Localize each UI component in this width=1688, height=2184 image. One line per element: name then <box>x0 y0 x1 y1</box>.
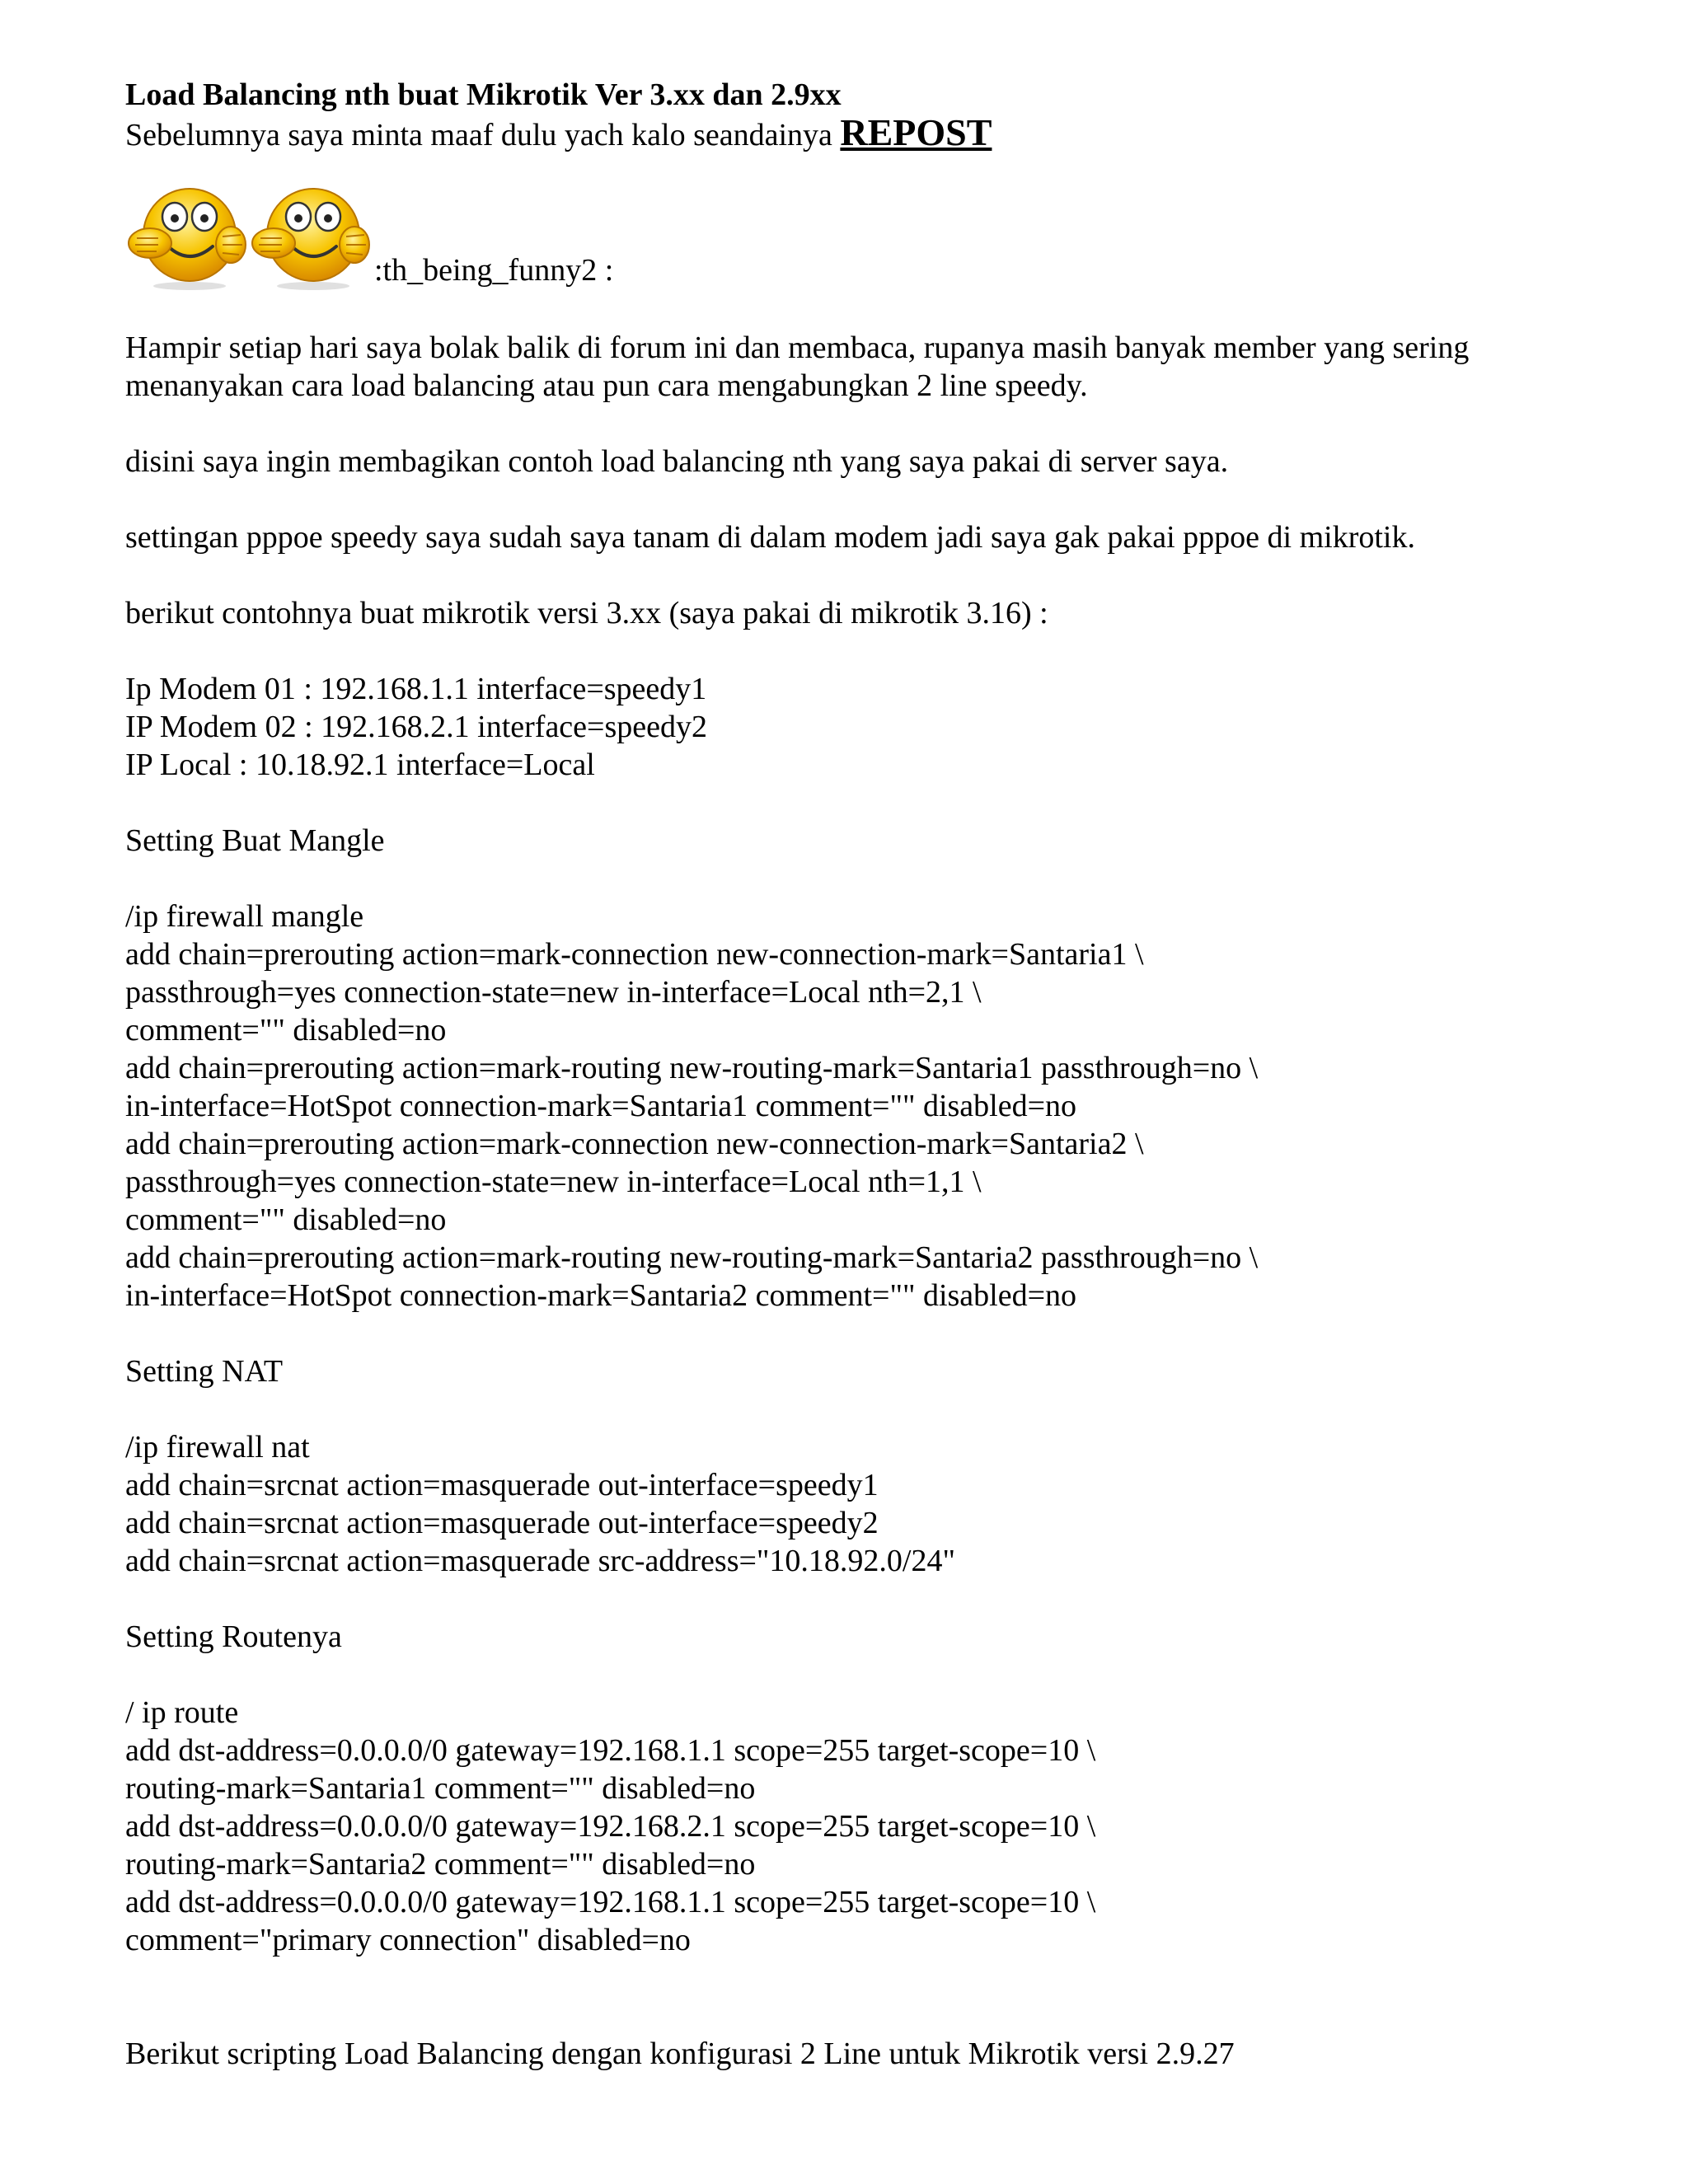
mangle-code-line: passthrough=yes connection-state=new in-interface=Local nth=1,1 \ <box>125 1165 982 1199</box>
paragraph-2: disini saya ingin membagikan contoh load balancing nth yang saya pakai di server saya. <box>125 444 1229 479</box>
route-code-line: add dst-address=0.0.0.0/0 gateway=192.168.2.1 scope=255 target-scope=10 \ <box>125 1809 1096 1844</box>
spacer <box>125 1390 1592 1428</box>
spacer <box>125 1959 1592 1997</box>
mangle-code-line: /ip firewall mangle <box>125 899 364 934</box>
spacer <box>125 632 1592 670</box>
ip-config-line: Ip Modem 01 : 192.168.1.1 interface=speedy1 <box>125 672 707 706</box>
spacer <box>125 1656 1592 1694</box>
paragraph-1: Hampir setiap hari saya bolak balik di forum ini dan membaca, rupanya masih banyak member yang sering menanyakan cara load balancing atau pun cara mengabungkan 2 line speedy. <box>125 330 1470 403</box>
closing-paragraph: Berikut scripting Load Balancing dengan konfigurasi 2 Line untuk Mikrotik versi 2.9.27 <box>125 2036 1235 2071</box>
nat-code-line: add chain=srcnat action=masquerade src-address="10.18.92.0/24" <box>125 1544 955 1578</box>
spacer <box>125 291 1592 329</box>
emoticon-label: :th_being_funny2 : <box>374 253 614 288</box>
spacer <box>125 784 1592 822</box>
spacer <box>125 405 1592 443</box>
laughing-face-icon <box>249 184 371 291</box>
mangle-code-line: comment="" disabled=no <box>125 1202 447 1237</box>
mangle-code-line: add chain=prerouting action=mark-connection new-connection-mark=Santaria2 \ <box>125 1127 1144 1161</box>
nat-code-line: /ip firewall nat <box>125 1430 310 1465</box>
nat-code-block <box>125 1428 1592 1580</box>
mangle-heading: Setting Buat Mangle <box>125 823 385 858</box>
mangle-code-line: comment="" disabled=no <box>125 1013 447 1047</box>
intro-line <box>125 111 1592 154</box>
nat-heading: Setting NAT <box>125 1354 284 1389</box>
route-code-line: add dst-address=0.0.0.0/0 gateway=192.168.1.1 scope=255 target-scope=10 \ <box>125 1885 1096 1919</box>
mangle-code-line: passthrough=yes connection-state=new in-interface=Local nth=2,1 \ <box>125 975 982 1010</box>
spacer <box>125 1997 1592 2035</box>
intro-text: Sebelumnya saya minta maaf dulu yach kalo seandainya <box>125 118 841 152</box>
route-code-line: / ip route <box>125 1695 239 1730</box>
nat-code-line: add chain=srcnat action=masquerade out-interface=speedy2 <box>125 1506 879 1540</box>
document-page <box>125 76 1592 2073</box>
route-code-block <box>125 1694 1592 1959</box>
ip-config-line: IP Modem 02 : 192.168.2.1 interface=speedy2 <box>125 710 707 744</box>
mangle-code-line: add chain=prerouting action=mark-routing new-routing-mark=Santaria2 passthrough=no \ <box>125 1240 1259 1275</box>
ip-config-line: IP Local : 10.18.92.1 interface=Local <box>125 748 595 782</box>
mangle-code-line: add chain=prerouting action=mark-routing new-routing-mark=Santaria1 passthrough=no \ <box>125 1051 1259 1085</box>
paragraph-4: berikut contohnya buat mikrotik versi 3.xx (saya pakai di mikrotik 3.16) : <box>125 596 1048 630</box>
nat-code-line: add chain=srcnat action=masquerade out-interface=speedy1 <box>125 1468 879 1502</box>
mangle-code-block <box>125 898 1592 1315</box>
mangle-code-line: in-interface=HotSpot connection-mark=Santaria2 comment="" disabled=no <box>125 1278 1077 1313</box>
paragraph-3: settingan pppoe speedy saya sudah saya tanam di dalam modem jadi saya gak pakai pppoe di mikrotik. <box>125 520 1415 555</box>
mangle-code-line: add chain=prerouting action=mark-connection new-connection-mark=Santaria1 \ <box>125 937 1144 972</box>
route-heading: Setting Routenya <box>125 1619 342 1654</box>
route-code-line: routing-mark=Santaria1 comment="" disabled=no <box>125 1771 756 1806</box>
ip-config-block <box>125 670 1592 784</box>
spacer <box>125 1580 1592 1618</box>
document-title: Load Balancing nth buat Mikrotik Ver 3.xx dan 2.9xx <box>125 77 842 112</box>
spacer <box>125 860 1592 898</box>
spacer <box>125 1315 1592 1352</box>
repost-emphasis: REPOST <box>840 111 992 153</box>
spacer <box>125 556 1592 594</box>
route-code-line: routing-mark=Santaria2 comment="" disabled=no <box>125 1847 756 1882</box>
spacer <box>125 480 1592 518</box>
emoticon-row <box>125 176 1592 291</box>
mangle-code-line: in-interface=HotSpot connection-mark=Santaria1 comment="" disabled=no <box>125 1089 1077 1123</box>
laughing-face-icon <box>125 184 247 291</box>
route-code-line: comment="primary connection" disabled=no <box>125 1923 691 1957</box>
route-code-line: add dst-address=0.0.0.0/0 gateway=192.168.1.1 scope=255 target-scope=10 \ <box>125 1733 1096 1768</box>
